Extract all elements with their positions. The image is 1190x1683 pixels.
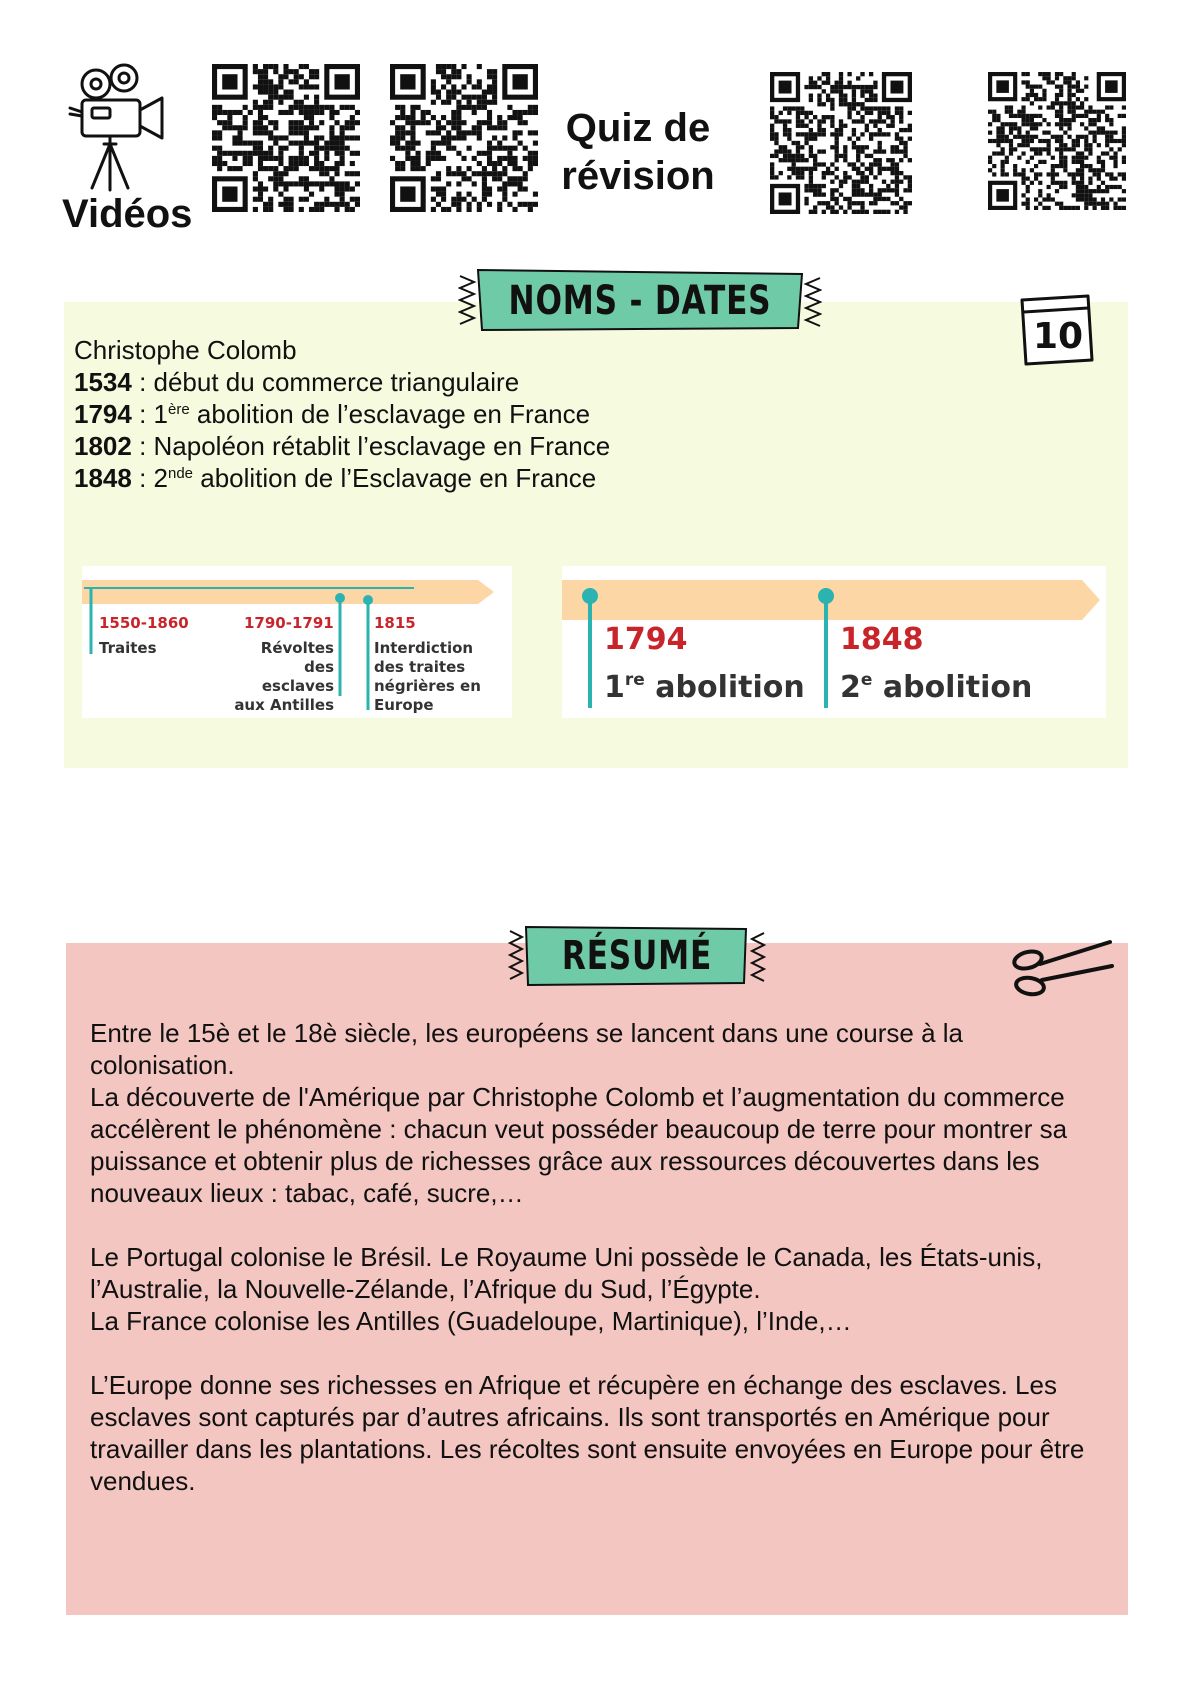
timeline-date: 1794 [604, 622, 688, 657]
movie-camera-icon [64, 62, 174, 192]
timeline-big [562, 566, 1106, 718]
timeline-label: Traites [99, 639, 157, 657]
timeline-small [82, 566, 512, 718]
date-entry: 1534 : début du commerce triangulaire [74, 367, 520, 397]
timeline-date: 1848 [840, 622, 924, 657]
noms-dates-title: NOMS - DATES [508, 278, 772, 324]
qr-code-icon[interactable] [212, 64, 360, 212]
date-entry: 1794 : 1ère abolition de l’esclavage en France [74, 399, 591, 429]
timeline-label: 2e abolition [840, 670, 1033, 705]
resume-paragraph: Le Portugal colonise le Brésil. Le Royaume Uni possède le Canada, les États-unis, l’Australie, la Nouvelle-Zélande, l’Afrique du Sud, l’Égypte. La France colonise les Antilles (Guadeloupe, Martinique), l’Inde,… [90, 1242, 1043, 1336]
timeline-label: Interdiction des traites négrières en Europe [374, 639, 481, 714]
noms-dates-banner [458, 268, 822, 334]
resume-title: RÉSUMÉ [561, 933, 713, 979]
date-entry: 1802 : Napoléon rétablit l’esclavage en France [74, 431, 611, 461]
timeline-label: 1re abolition [604, 670, 805, 705]
scissors-icon [1010, 938, 1114, 1002]
timeline-date: 1815 [374, 614, 416, 632]
dates-name: Christophe Colomb [74, 335, 297, 365]
calendar-number: 10 [1032, 316, 1084, 357]
resume-banner [508, 925, 766, 987]
quiz-label-line2: révision [561, 154, 715, 198]
resume-paragraph: L’Europe donne ses richesses en Afrique et récupère en échange des esclaves. Les esclaves sont capturés par d’autres africains. Ils sont transportés en Amérique pour travailler dans les plantations. Les récoltes sont ensuite envoyées en Europe pour être vendues. [90, 1370, 1085, 1496]
timeline-date: 1550-1860 [99, 614, 189, 632]
calendar-icon [1018, 294, 1094, 368]
quiz-label [548, 104, 728, 200]
timeline-label: Révoltes des esclaves aux Antilles [234, 639, 334, 714]
timeline-date: 1790-1791 [244, 614, 334, 632]
dates-list [74, 334, 610, 494]
resume-text [90, 1017, 1110, 1529]
date-entry: 1848 : 2nde abolition de l’Esclavage en France [74, 463, 597, 493]
qr-code-icon[interactable] [390, 64, 538, 212]
resume-paragraph: Entre le 15è et le 18è siècle, les européens se lancent dans une course à la colonisation. La découverte de l'Amérique par Christophe Colomb et l’augmentation du commerce accélèrent le phénomène : chacun veut posséder beaucoup de terre pour montrer sa puissance et obtenir plus de richesses grâce aux ressources découvertes dans les nouveaux lieux : tabac, café, sucre,… [90, 1018, 1068, 1208]
videos-label: Vidéos [62, 192, 193, 236]
quiz-label-line1: Quiz de [565, 106, 711, 150]
qr-code-icon[interactable] [988, 72, 1126, 210]
qr-code-icon[interactable] [770, 72, 912, 214]
